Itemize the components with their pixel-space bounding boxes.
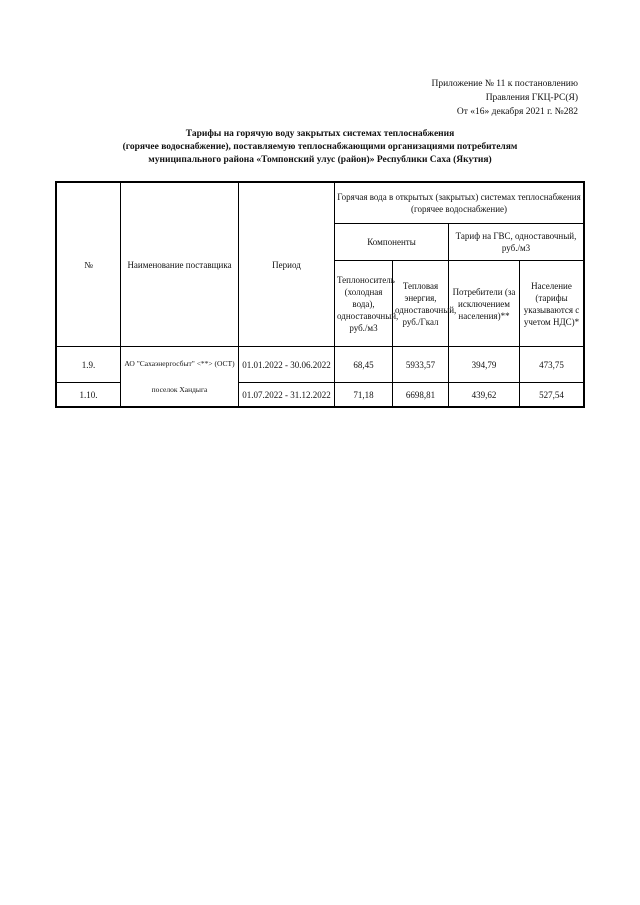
- row-population: 527,54: [520, 383, 584, 407]
- header-line-1: Приложение № 11 к постановлению: [431, 79, 578, 89]
- header-period: Период: [239, 183, 335, 347]
- supplier-cell: [121, 347, 239, 407]
- row-consumers: 439,62: [449, 383, 520, 407]
- supplier-name: АО "Сахаэнергосбыт" <**> (ОСТ): [124, 358, 235, 368]
- row-heat-carrier: 68,45: [335, 347, 393, 383]
- row-period: 01.07.2022 - 31.12.2022: [239, 383, 335, 407]
- table-row: [57, 347, 584, 383]
- title-line-3: муниципального района «Томпонский улус (район)» Республики Саха (Якутия): [148, 155, 492, 165]
- header-population: Население (тарифы указываются с учетом НДС)*: [520, 261, 584, 347]
- title-line-2: (горячее водоснабжение), поставляемую теплоснабжающими организациями потребителям: [122, 142, 518, 152]
- tariff-table: [56, 182, 584, 407]
- header-line-2: Правления ГКЦ-РС(Я): [485, 93, 578, 103]
- supplier-location: поселок Хандыга: [151, 384, 208, 394]
- row-population: 473,75: [520, 347, 584, 383]
- row-heat-carrier: 71,18: [335, 383, 393, 407]
- header-heat-energy: Тепловая энергия, одноставочный, руб./Гкал: [393, 261, 449, 347]
- row-number: 1.10.: [57, 383, 121, 407]
- title-line-1: Тарифы на горячую воду закрытых системах теплоснабжения: [185, 129, 455, 139]
- row-heat-energy: 6698,81: [393, 383, 449, 407]
- header-heat-carrier: Теплоноситель (холодная вода), одноставочный, руб./м3: [335, 261, 393, 347]
- row-period: 01.01.2022 - 30.06.2022: [239, 347, 335, 383]
- document-header: [431, 77, 578, 119]
- header-line-3: От «16» декабря 2021 г. №282: [456, 107, 578, 117]
- header-number: №: [57, 183, 121, 347]
- header-supplier: Наименование поставщика: [121, 183, 239, 347]
- header-components: Компоненты: [335, 224, 449, 261]
- header-hot-water-group: Горячая вода в открытых (закрытых) системах теплоснабжения (горячее водоснабжение): [335, 183, 584, 224]
- document-title: [60, 128, 580, 167]
- row-consumers: 394,79: [449, 347, 520, 383]
- header-consumers: Потребители (за исключением населения)**: [449, 261, 520, 347]
- header-tariff: Тариф на ГВС, одноставочный, руб./м3: [449, 224, 584, 261]
- row-number: 1.9.: [57, 347, 121, 383]
- row-heat-energy: 5933,57: [393, 347, 449, 383]
